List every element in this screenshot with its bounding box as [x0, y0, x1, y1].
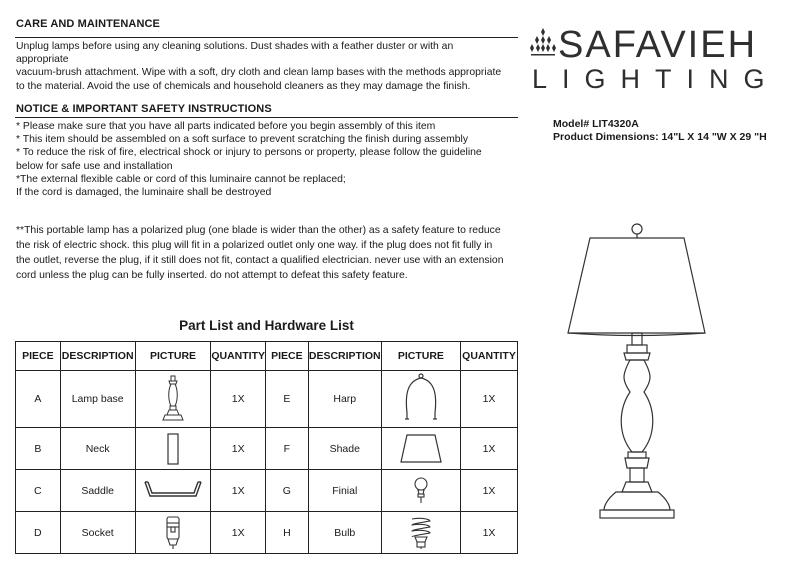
picture-cell: [381, 428, 460, 470]
saddle-icon: [142, 478, 204, 504]
quantity-cell: 1X: [461, 371, 518, 428]
notice-line: below for safe use and installation: [16, 160, 173, 172]
bulb-icon: [406, 515, 436, 551]
care-line: to the material. Avoid the use of chemicals and household cleaners as they may damage the finish.: [16, 80, 471, 92]
plug-line: cord unless the plug can be fully inserted. do not attempt to defeat this safety feature.: [16, 270, 408, 281]
quantity-cell: 1X: [211, 371, 266, 428]
plug-line: **This portable lamp has a polarized plug (one blade is wider than the other) as a safety feature to reduce: [16, 225, 501, 236]
plug-line: the outlet, reverse the plug, if it still does not fit, contact a qualified electrician. never use with an extension: [16, 255, 504, 266]
quantity-cell: 1X: [211, 428, 266, 470]
header-quantity: QUANTITY: [461, 342, 518, 371]
piece-cell: C: [16, 470, 61, 512]
header-quantity: QUANTITY: [211, 342, 266, 371]
header-description: DESCRIPTION: [60, 342, 135, 371]
piece-cell: F: [266, 428, 309, 470]
picture-cell: [381, 470, 460, 512]
lamp-drawing-icon: [560, 220, 720, 550]
notice-line: *The external flexible cable or cord of this luminaire cannot be replaced;: [16, 173, 346, 185]
description-cell: Saddle: [60, 470, 135, 512]
description-cell: Bulb: [308, 512, 381, 554]
header-piece: PIECE: [16, 342, 61, 371]
quantity-cell: 1X: [461, 428, 518, 470]
description-cell: Harp: [308, 371, 381, 428]
neck-icon: [165, 432, 181, 466]
parts-table-title: Part List and Hardware List: [179, 318, 354, 333]
care-line: vacuum-brush attachment. Wipe with a soft, dry cloth and clean lamp bases with the methods appropriate: [16, 67, 502, 79]
notice-divider: [15, 117, 518, 118]
care-divider: [15, 37, 518, 38]
table-row: [16, 512, 518, 554]
finial-icon: [411, 476, 431, 506]
description-cell: Shade: [308, 428, 381, 470]
plug-notice: [16, 223, 518, 283]
picture-cell: [381, 512, 460, 554]
notice-text: [16, 120, 518, 199]
table-row: [16, 371, 518, 428]
table-row: [16, 428, 518, 470]
piece-cell: D: [16, 512, 61, 554]
quantity-cell: 1X: [461, 512, 518, 554]
quantity-cell: 1X: [461, 470, 518, 512]
header-piece: PIECE: [266, 342, 309, 371]
brand-name: SAFAVIEH: [558, 24, 758, 66]
chandelier-logo-icon: [528, 26, 558, 60]
header-picture: PICTURE: [381, 342, 460, 371]
piece-cell: H: [266, 512, 309, 554]
piece-cell: B: [16, 428, 61, 470]
picture-cell: [135, 512, 211, 554]
picture-cell: [381, 371, 460, 428]
quantity-cell: 1X: [211, 512, 266, 554]
picture-cell: [135, 470, 211, 512]
piece-cell: A: [16, 371, 61, 428]
header-description: DESCRIPTION: [308, 342, 381, 371]
table-row: [16, 470, 518, 512]
lamp-base-icon: [161, 374, 185, 424]
picture-cell: [135, 371, 211, 428]
notice-heading: NOTICE & IMPORTANT SAFETY INSTRUCTIONS: [16, 103, 272, 115]
parts-table: [15, 341, 518, 554]
notice-line: * To reduce the risk of fire, electrical shock or injury to persons or property, please follow the guideline: [16, 147, 482, 159]
care-text: [16, 40, 518, 93]
piece-cell: E: [266, 371, 309, 428]
header-picture: PICTURE: [135, 342, 211, 371]
care-line: appropriate: [16, 54, 69, 66]
notice-line: * Please make sure that you have all parts indicated before you begin assembly of this item: [16, 121, 436, 132]
care-line: Unplug lamps before using any cleaning solutions. Dust shades with a feather duster or with an: [16, 41, 454, 52]
notice-line: * This item should be assembled on a soft surface to prevent scratching the finish during assembly: [16, 134, 469, 146]
quantity-cell: 1X: [211, 470, 266, 512]
harp-icon: [401, 373, 441, 425]
socket-icon: [162, 515, 184, 551]
model-number: Model# LIT4320A: [553, 118, 639, 130]
brand-subtitle: LIGHTING: [532, 64, 780, 94]
piece-cell: G: [266, 470, 309, 512]
description-cell: Socket: [60, 512, 135, 554]
table-header-row: [16, 342, 518, 371]
shade-icon: [399, 432, 443, 466]
care-heading: CARE AND MAINTENANCE: [16, 18, 160, 30]
plug-line: the risk of electric shock. this plug will fit in a polarized outlet only one way. if the plug does not fit fully in: [16, 240, 493, 251]
picture-cell: [135, 428, 211, 470]
description-cell: Lamp base: [60, 371, 135, 428]
description-cell: Finial: [308, 470, 381, 512]
notice-line: If the cord is damaged, the luminaire shall be destroyed: [16, 187, 272, 199]
description-cell: Neck: [60, 428, 135, 470]
product-dimensions: Product Dimensions: 14"L X 14 "W X 29 "H: [553, 131, 767, 143]
